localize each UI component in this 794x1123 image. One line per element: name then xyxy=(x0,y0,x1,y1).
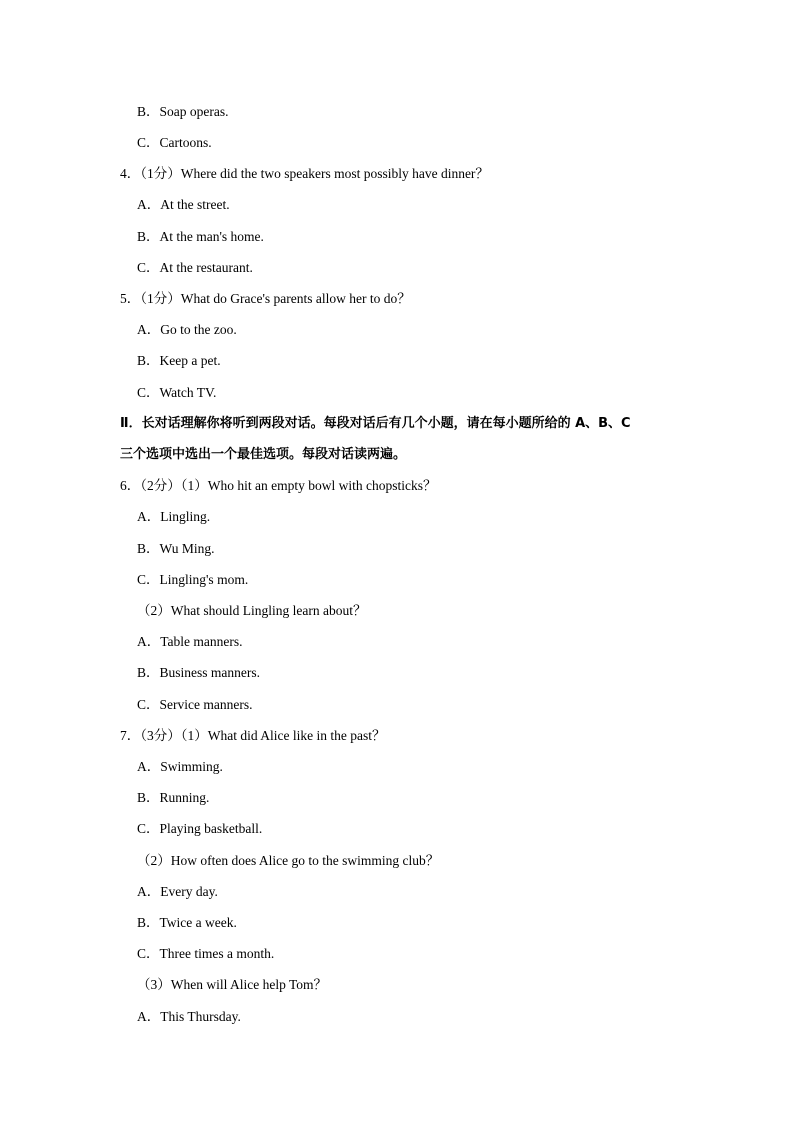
section-heading: Ⅱ．长对话理解你将听到两段对话。每段对话后有几个小题，请在每小题所给的 A、B、C xyxy=(120,416,631,431)
question-6-2: （2）What should Lingling learn about？ xyxy=(137,603,367,618)
option-7-3a: A．This Thursday. xyxy=(137,1009,241,1024)
option-7-1c: C．Playing basketball. xyxy=(137,821,263,836)
option-7-2a: A．Every day. xyxy=(137,884,218,899)
option-4a: A．At the street. xyxy=(137,197,230,212)
question-4: 4．（1分）Where did the two speakers most possibly have dinner？ xyxy=(120,166,489,181)
option-7-2c: C．Three times a month. xyxy=(137,946,275,961)
option-5c: C．Watch TV. xyxy=(137,385,217,400)
option-6-2b: B．Business manners. xyxy=(137,665,260,680)
option-5b: B．Keep a pet. xyxy=(137,353,221,368)
section-heading-cont: 三个选项中选出一个最佳选项。每段对话读两遍。 xyxy=(120,447,407,462)
option-7-2b: B．Twice a week. xyxy=(137,915,237,930)
option-4c: C．At the restaurant. xyxy=(137,260,253,275)
option-6-1b: B．Wu Ming. xyxy=(137,541,215,556)
option-6-2a: A．Table manners. xyxy=(137,634,243,649)
option-3b: B．Soap operas. xyxy=(137,104,229,119)
option-7-1a: A．Swimming. xyxy=(137,759,223,774)
option-3c: C．Cartoons. xyxy=(137,135,212,150)
question-7: 7．（3分）（1）What did Alice like in the past？ xyxy=(120,728,386,743)
question-7-2: （2）How often does Alice go to the swimming club？ xyxy=(137,853,440,868)
question-7-3: （3）When will Alice help Tom？ xyxy=(137,977,328,992)
question-6: 6．（2分）（1）Who hit an empty bowl with chopsticks？ xyxy=(120,478,437,493)
option-5a: A．Go to the zoo. xyxy=(137,322,237,337)
option-6-1a: A．Lingling. xyxy=(137,509,211,524)
option-7-1b: B．Running. xyxy=(137,790,210,805)
option-6-2c: C．Service manners. xyxy=(137,697,253,712)
option-4b: B．At the man's home. xyxy=(137,229,264,244)
option-6-1c: C．Lingling's mom. xyxy=(137,572,249,587)
question-5: 5．（1分）What do Grace's parents allow her to do？ xyxy=(120,291,411,306)
